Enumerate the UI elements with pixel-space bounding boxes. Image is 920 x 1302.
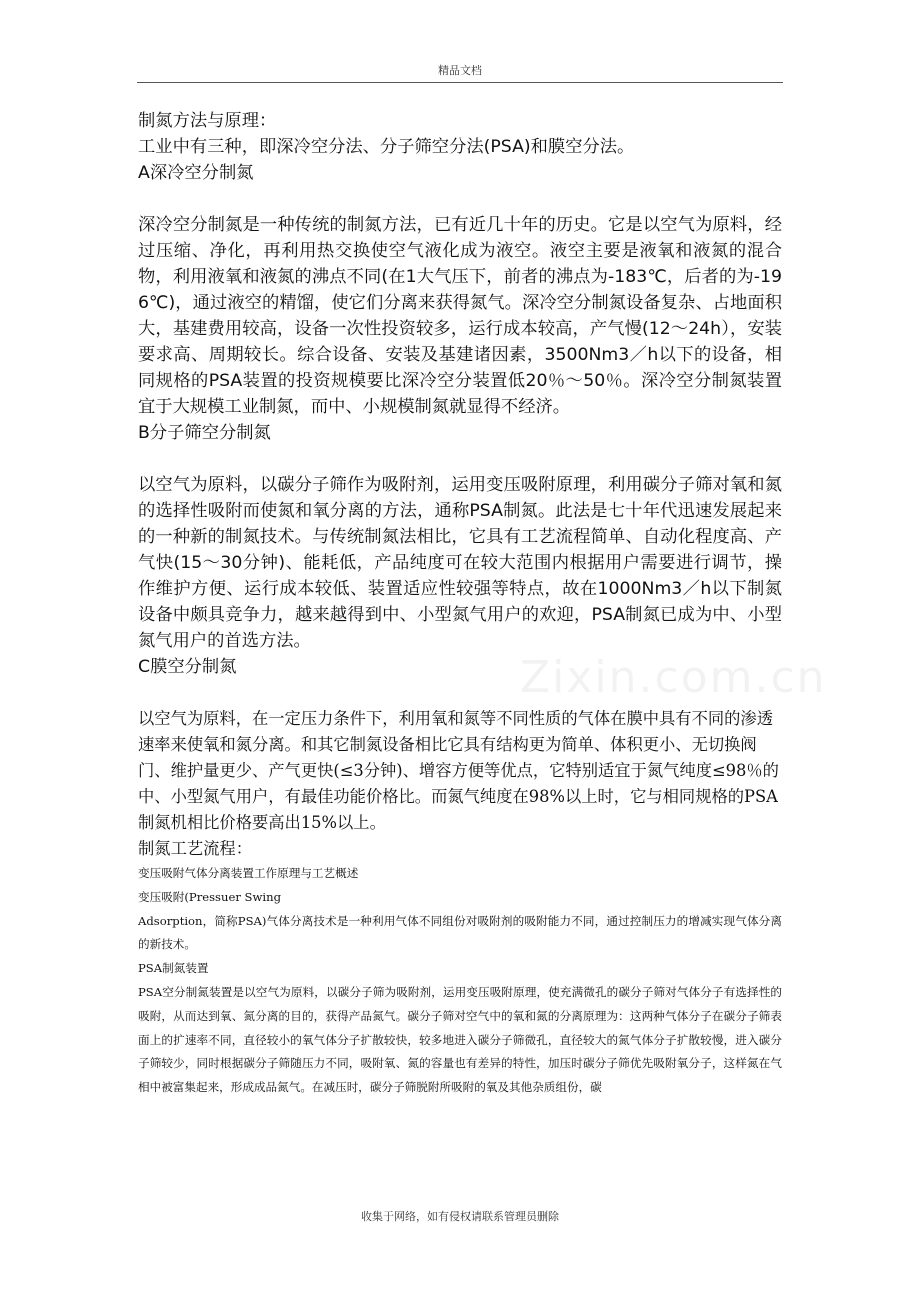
spacer (138, 680, 782, 706)
section-b-heading: B分子筛空分制氮 (138, 423, 271, 443)
section-b-body: 以空气为原料，以碳分子筛作为吸附剂，运用变压吸附原理，利用碳分子筛对氧和氮的选择性吸附而使氮和氧分离的方法，通称PSA制氮。此法是七十年代迅速发展起来的一种新的制氮技术。与传统制氮法相比，它具有工艺流程简单、自动化程度高、产气快(15～30分钟)、能耗低，产品纯度可在较大范围内根据用户需要进行调节，操作维护方便、运行成本较低、装置适应性较强等特点，故在1000Nm3／h以下制氮设备中颇具竞争力，越来越得到中、小型氮气用户的欢迎，PSA制氮已成为中、小型氮气用户的首选方法。 (138, 475, 782, 651)
document-body (138, 108, 782, 1100)
process-heading: 制氮工艺流程： (138, 839, 252, 858)
spacer (138, 446, 782, 472)
psa-body: PSA空分制氮装置是以空气为原料，以碳分子筛为吸附剂，运用变压吸附原理，使充满微孔的碳分子筛对气体分子有选择性的吸附，从而达到氧、氮分离的目的，获得产品氮气。碳分子筛对空气中的氧和氮的分离原理为：这两种气体分子在碳分子筛表面上的扩速率不同，直径较小的氧气体分子扩散较快，较多地进入碳分子筛微孔，直径较大的氮气体分子扩散较慢，进入碳分子筛较少，同时根据碳分子筛随压力不同，吸附氧、氮的容量也有差异的特性，加压时碳分子筛优先吸附氧分子，这样氮在气相中被富集起来，形成成品氮气。在减压时，碳分子筛脱附所吸附的氧及其他杂质组份，碳 (138, 984, 782, 1095)
document-title: 制氮方法与原理： (138, 111, 277, 131)
psa-heading: PSA制氮装置 (138, 961, 209, 976)
process-sub-heading: 变压吸附气体分离装置工作原理与工艺概述 (138, 866, 359, 880)
section-c-body: 以空气为原料，在一定压力条件下，利用氧和氮等不同性质的气体在膜中具有不同的渗透速率来使氧和氮分离。和其它制氮设备相比它具有结构更为简单、体积更小、无切换阀门、维护量更少、产气更快(≤3分钟)、增容方便等优点，它特别适宜于氮气纯度≤98％的中、小型氮气用户，有最佳功能价格比。而氮气纯度在98%以上时，它与相同规格的PSA制氮机相比价格要高出15%以上。 (138, 709, 779, 832)
spacer (138, 186, 782, 212)
psa-intro-line-2: Adsorption，简称PSA)气体分离技术是一种利用气体不同组份对吸附剂的吸附能力不同，通过控制压力的增减实现气体分离的新技术。 (138, 913, 782, 952)
section-a-heading: A深冷空分制氮 (138, 163, 254, 183)
section-c-heading: C膜空分制氮 (138, 657, 237, 677)
section-a-body: 深冷空分制氮是一种传统的制氮方法，已有近几十年的历史。它是以空气为原料，经过压缩、净化，再利用热交换使空气液化成为液空。液空主要是液氧和液氮的混合物，利用液氧和液氮的沸点不同(在1大气压下，前者的沸点为-183℃，后者的为-196℃)，通过液空的精馏，使它们分离来获得氮气。深冷空分制氮设备复杂、占地面积大，基建费用较高，设备一次性投资较多，运行成本较高，产气慢(12～24h），安装要求高、周期较长。综合设备、安装及基建诸因素，3500Nm3／h以下的设备，相同规格的PSA装置的投资规模要比深冷空分装置低20％～50％。深冷空分制氮装置宜于大规模工业制氮，而中、小规模制氮就显得不经济。 (138, 215, 782, 417)
page-header: 精品文档 (137, 60, 783, 83)
psa-intro-line-1: 变压吸附(Pressuer Swing (138, 889, 282, 904)
page-footer: 收集于网络，如有侵权请联系管理员删除 (361, 1210, 559, 1223)
intro-paragraph: 工业中有三种，即深冷空分法、分子筛空分法(PSA)和膜空分法。 (138, 137, 635, 157)
watermark: Zixin.com.cn (520, 652, 827, 703)
